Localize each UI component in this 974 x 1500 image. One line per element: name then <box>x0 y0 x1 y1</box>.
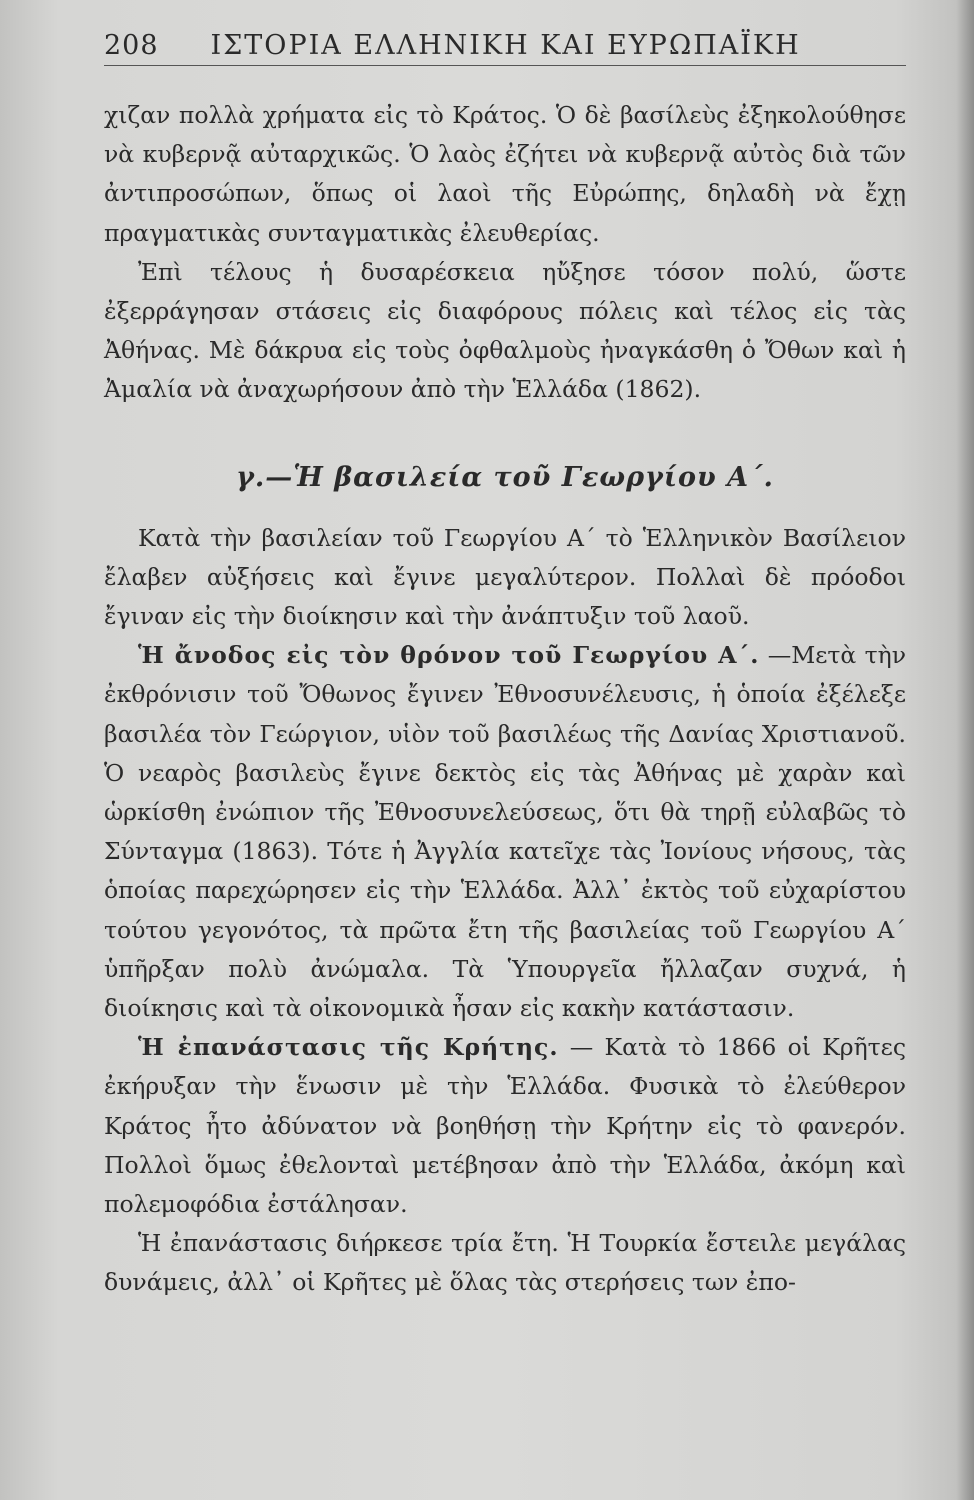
paragraph-6: Ἡ ἐπανάστασις διήρκεσε τρία ἔτη. Ἡ Τουρκία ἔστειλε μεγάλας δυνάμεις, ἀλλ᾽ οἱ Κρῆτες μὲ ὅλας τὰς στερήσεις των ἐπο- <box>104 1229 906 1297</box>
running-title: ΙΣΤΟΡΙΑ ΕΛΛΗΝΙΚΗ ΚΑΙ ΕΥΡΩΠΑΪΚΗ <box>210 30 801 61</box>
page-edge-shadow <box>956 0 974 1500</box>
paragraph-5-body: — Κατὰ τὸ 1866 οἱ Κρῆτες ἐκήρυξαν τὴν ἕνωσιν μὲ τὴν Ἑλλάδα. Φυσικὰ τὸ ἐλεύθερον Κράτος ἦτο ἀδύνατον νὰ βοηθήσῃ τὴν Κρήτην εἰς τὸ φανερόν. Πολλοὶ ὅμως ἐθελονταὶ μετέβησαν ἀπὸ τὴν Ἑλλάδα, ἀκόμη καὶ πολεμοφόδια ἐστάλησαν. <box>104 1033 906 1219</box>
paragraph-5 <box>104 1028 906 1224</box>
page-header <box>104 30 906 66</box>
section-heading: γ.—Ἡ βασιλεία τοῦ Γεωργίου Α΄. <box>236 461 774 493</box>
paragraph-1: χιζαν πολλὰ χρήματα εἰς τὸ Κράτος. Ὁ δὲ βασίλεὺς ἐξηκολούθησε νὰ κυβερνᾷ αὐταρχικῶς. Ὁ λαὸς ἐζήτει νὰ κυβερνᾷ αὐτὸς διὰ τῶν ἀντιπροσώπων, ὅπως οἱ λαοὶ τῆς Εὐρώπης, δηλαδὴ νὰ ἔχῃ πραγματικὰς συνταγματικὰς ἐλευθερίας. <box>104 101 906 247</box>
paragraph-2: Ἐπὶ τέλους ἡ δυσαρέσκεια ηὔξησε τόσον πολύ, ὥστε ἐξερράγησαν στάσεις εἰς διαφόρους πόλεις καὶ τέλος εἰς τὰς Ἀθήνας. Μὲ δάκρυα εἰς τοὺς ὀφθαλμοὺς ἠναγκάσθη ὁ Ὄθων καὶ ἡ Ἀμαλία νὰ ἀναχωρήσουν ἀπὸ τὴν Ἑλλάδα (1862). <box>104 257 906 404</box>
paragraph-4 <box>104 636 906 1028</box>
paragraph-3: Κατὰ τὴν βασιλείαν τοῦ Γεωργίου Α΄ τὸ Ἑλληνικὸν Βασίλειον ἔλαβεν αὐξήσεις καὶ ἔγινε μεγαλύτερον. Πολλαὶ δὲ πρόοδοι ἔγιναν εἰς τὴν διοίκησιν καὶ τὴν ἀνάπτυξιν τοῦ λαοῦ. <box>104 523 906 631</box>
paragraph-4-body: —Μετὰ τὴν ἐκθρόνισιν τοῦ Ὄθωνος ἔγινεν Ἐθνοσυνέλευσις, ἡ ὁποία ἐξέλεξε βασιλέα τὸν Γεώργιον, υἱὸν τοῦ βασιλέως τῆς Δανίας Χριστιανοῦ. Ὁ νεαρὸς βασιλεὺς ἔγινε δεκτὸς εἰς τὰς Ἀθήνας μὲ χαρὰν καὶ ὡρκίσθη ἐνώπιον τῆς Ἐθνοσυνελεύσεως, ὅτι θὰ τηρῇ εὐλαβῶς τὸ Σύνταγμα (1863). Τότε ἡ Ἀγγλία κατεῖχε τὰς Ἰονίους νήσους, τὰς ὁποίας παρεχώρησεν εἰς τὴν Ἑλλάδα. Ἀλλ᾽ ἐκτὸς τοῦ εὐχαρίστου τούτου γεγονότος, τὰ πρῶτα ἔτη τῆς βασιλείας τοῦ Γεωργίου Α΄ ὑπῆρξαν πολὺ ἀνώμαλα. Τὰ Ὑπουργεῖα ἤλλαζαν συχνά, ἡ διοίκησις καὶ τὰ οἰκονομικὰ ἦσαν εἰς κακὴν κατάστασιν. <box>104 641 906 1023</box>
page-number: 208 <box>104 30 159 61</box>
paragraph-5-subheading: Ἡ ἐπανάστασις τῆς Κρήτης. <box>138 1033 559 1062</box>
paragraph-4-subheading: Ἡ ἄνοδος εἰς τὸν θρόνον τοῦ Γεωργίου Α΄. <box>138 641 760 670</box>
